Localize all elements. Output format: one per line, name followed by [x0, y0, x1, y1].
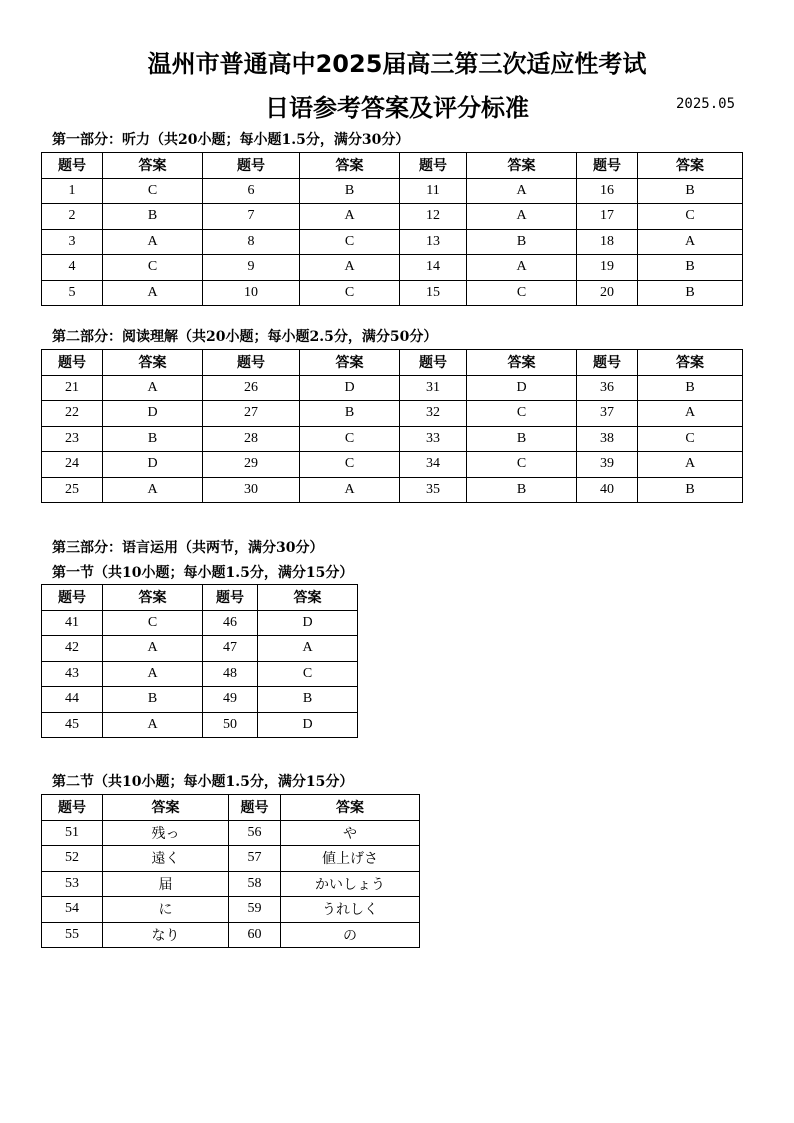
- question-number: 21: [42, 375, 103, 401]
- question-number: 17: [577, 204, 638, 230]
- question-number: 60: [229, 922, 281, 948]
- table-row: [42, 178, 743, 204]
- header-question-number: 题号: [203, 585, 258, 611]
- header-answer: 答案: [300, 350, 400, 376]
- header-answer: 答案: [467, 350, 577, 376]
- table-row: [42, 610, 358, 636]
- header-answer: 答案: [258, 585, 358, 611]
- header-answer: 答案: [103, 153, 203, 179]
- answer-cell: A: [258, 636, 358, 662]
- answer-cell: C: [638, 204, 743, 230]
- table-header-row: [42, 153, 743, 179]
- header-question-number: 题号: [577, 350, 638, 376]
- table-row: [42, 897, 420, 923]
- answer-cell: A: [300, 204, 400, 230]
- question-number: 4: [42, 255, 103, 281]
- answer-cell: C: [300, 229, 400, 255]
- question-number: 20: [577, 280, 638, 306]
- answer-cell: C: [467, 280, 577, 306]
- table-row: [42, 636, 358, 662]
- question-number: 49: [203, 687, 258, 713]
- answer-cell: D: [467, 375, 577, 401]
- question-number: 18: [577, 229, 638, 255]
- question-number: 54: [42, 897, 103, 923]
- question-number: 34: [400, 452, 467, 478]
- table-row: [42, 871, 420, 897]
- answer-cell: B: [638, 178, 743, 204]
- question-number: 32: [400, 401, 467, 427]
- answer-cell: B: [638, 375, 743, 401]
- answer-cell: B: [258, 687, 358, 713]
- answer-cell: A: [103, 661, 203, 687]
- answer-cell: B: [638, 477, 743, 503]
- question-number: 45: [42, 712, 103, 738]
- question-number: 39: [577, 452, 638, 478]
- answer-cell: 値上げさ: [281, 846, 420, 872]
- answer-cell: C: [258, 661, 358, 687]
- answer-cell: A: [638, 401, 743, 427]
- question-number: 50: [203, 712, 258, 738]
- answer-cell: A: [467, 204, 577, 230]
- question-number: 3: [42, 229, 103, 255]
- header-question-number: 题号: [203, 153, 300, 179]
- answer-cell: の: [281, 922, 420, 948]
- answer-cell: A: [300, 255, 400, 281]
- table-row: [42, 204, 743, 230]
- table-header-row: [42, 795, 420, 821]
- table-row: [42, 477, 743, 503]
- answer-cell: B: [467, 229, 577, 255]
- answer-cell: A: [467, 178, 577, 204]
- answer-cell: A: [103, 229, 203, 255]
- part3-section2-answer-table: [41, 794, 420, 948]
- question-number: 51: [42, 820, 103, 846]
- header-question-number: 题号: [42, 153, 103, 179]
- question-number: 35: [400, 477, 467, 503]
- question-number: 58: [229, 871, 281, 897]
- header-answer: 答案: [300, 153, 400, 179]
- answer-cell: や: [281, 820, 420, 846]
- answer-cell: C: [638, 426, 743, 452]
- question-number: 33: [400, 426, 467, 452]
- header-answer: 答案: [281, 795, 420, 821]
- question-number: 37: [577, 401, 638, 427]
- part3-heading: 第三部分：语言运用（共两节，满分30分）: [52, 540, 324, 556]
- header-question-number: 题号: [42, 350, 103, 376]
- question-number: 56: [229, 820, 281, 846]
- answer-cell: C: [103, 178, 203, 204]
- table-row: [42, 846, 420, 872]
- table-row: [42, 452, 743, 478]
- header-answer: 答案: [638, 153, 743, 179]
- answer-cell: A: [103, 712, 203, 738]
- question-number: 13: [400, 229, 467, 255]
- question-number: 55: [42, 922, 103, 948]
- answer-cell: A: [300, 477, 400, 503]
- part2-answer-table: [41, 349, 743, 503]
- answer-cell: C: [300, 452, 400, 478]
- question-number: 2: [42, 204, 103, 230]
- answer-cell: かいしょう: [281, 871, 420, 897]
- question-number: 7: [203, 204, 300, 230]
- table-header-row: [42, 350, 743, 376]
- table-row: [42, 661, 358, 687]
- header-question-number: 题号: [42, 795, 103, 821]
- question-number: 38: [577, 426, 638, 452]
- question-number: 26: [203, 375, 300, 401]
- question-number: 1: [42, 178, 103, 204]
- answer-cell: C: [300, 280, 400, 306]
- answer-cell: B: [300, 178, 400, 204]
- part1-heading: 第一部分：听力（共20小题；每小题1.5分，满分30分）: [52, 132, 410, 148]
- question-number: 44: [42, 687, 103, 713]
- question-number: 15: [400, 280, 467, 306]
- answer-cell: D: [103, 401, 203, 427]
- table-row: [42, 229, 743, 255]
- header-question-number: 题号: [42, 585, 103, 611]
- header-question-number: 题号: [203, 350, 300, 376]
- answer-cell: D: [103, 452, 203, 478]
- question-number: 8: [203, 229, 300, 255]
- question-number: 57: [229, 846, 281, 872]
- answer-cell: C: [103, 610, 203, 636]
- answer-cell: A: [103, 280, 203, 306]
- answer-cell: B: [103, 426, 203, 452]
- table-row: [42, 820, 420, 846]
- exam-date: 2025.05: [676, 96, 736, 112]
- answer-cell: 届: [103, 871, 229, 897]
- table-row: [42, 375, 743, 401]
- answer-cell: A: [103, 477, 203, 503]
- header-question-number: 题号: [577, 153, 638, 179]
- question-number: 16: [577, 178, 638, 204]
- answer-cell: C: [103, 255, 203, 281]
- answer-cell: A: [467, 255, 577, 281]
- header-question-number: 题号: [400, 350, 467, 376]
- question-number: 25: [42, 477, 103, 503]
- question-number: 53: [42, 871, 103, 897]
- header-answer: 答案: [638, 350, 743, 376]
- question-number: 47: [203, 636, 258, 662]
- question-number: 36: [577, 375, 638, 401]
- answer-cell: B: [638, 280, 743, 306]
- answer-cell: なり: [103, 922, 229, 948]
- answer-cell: A: [638, 452, 743, 478]
- header-answer: 答案: [103, 350, 203, 376]
- answer-cell: D: [258, 610, 358, 636]
- answer-cell: に: [103, 897, 229, 923]
- table-row: [42, 255, 743, 281]
- question-number: 52: [42, 846, 103, 872]
- answer-cell: D: [258, 712, 358, 738]
- question-number: 9: [203, 255, 300, 281]
- header-question-number: 题号: [400, 153, 467, 179]
- answer-cell: C: [467, 401, 577, 427]
- answer-cell: 残っ: [103, 820, 229, 846]
- question-number: 41: [42, 610, 103, 636]
- answer-cell: C: [300, 426, 400, 452]
- table-row: [42, 280, 743, 306]
- answer-cell: B: [467, 477, 577, 503]
- header-answer: 答案: [103, 795, 229, 821]
- question-number: 27: [203, 401, 300, 427]
- table-row: [42, 687, 358, 713]
- question-number: 12: [400, 204, 467, 230]
- answer-cell: 遠く: [103, 846, 229, 872]
- exam-subtitle: 日语参考答案及评分标准: [265, 94, 529, 122]
- table-row: [42, 401, 743, 427]
- table-row: [42, 712, 358, 738]
- part2-heading: 第二部分：阅读理解（共20小题；每小题2.5分，满分50分）: [52, 329, 438, 345]
- question-number: 28: [203, 426, 300, 452]
- answer-cell: B: [103, 687, 203, 713]
- answer-cell: B: [638, 255, 743, 281]
- table-header-row: [42, 585, 358, 611]
- question-number: 46: [203, 610, 258, 636]
- exam-title: 温州市普通高中2025届高三第三次适应性考试: [147, 50, 647, 78]
- answer-cell: うれしく: [281, 897, 420, 923]
- question-number: 23: [42, 426, 103, 452]
- answer-cell: A: [638, 229, 743, 255]
- part3-section2-heading: 第二节（共10小题；每小题1.5分，满分15分）: [52, 774, 354, 790]
- answer-cell: B: [300, 401, 400, 427]
- part3-section1-heading: 第一节（共10小题；每小题1.5分，满分15分）: [52, 565, 354, 581]
- question-number: 48: [203, 661, 258, 687]
- answer-cell: A: [103, 636, 203, 662]
- question-number: 29: [203, 452, 300, 478]
- part1-answer-table: [41, 152, 743, 306]
- table-row: [42, 426, 743, 452]
- part3-section1-answer-table: [41, 584, 358, 738]
- header-question-number: 题号: [229, 795, 281, 821]
- question-number: 59: [229, 897, 281, 923]
- question-number: 43: [42, 661, 103, 687]
- header-answer: 答案: [103, 585, 203, 611]
- question-number: 22: [42, 401, 103, 427]
- question-number: 10: [203, 280, 300, 306]
- question-number: 14: [400, 255, 467, 281]
- question-number: 31: [400, 375, 467, 401]
- question-number: 40: [577, 477, 638, 503]
- question-number: 42: [42, 636, 103, 662]
- question-number: 11: [400, 178, 467, 204]
- question-number: 30: [203, 477, 300, 503]
- question-number: 24: [42, 452, 103, 478]
- question-number: 6: [203, 178, 300, 204]
- answer-cell: B: [467, 426, 577, 452]
- answer-cell: D: [300, 375, 400, 401]
- header-answer: 答案: [467, 153, 577, 179]
- table-row: [42, 922, 420, 948]
- answer-cell: C: [467, 452, 577, 478]
- question-number: 5: [42, 280, 103, 306]
- answer-cell: B: [103, 204, 203, 230]
- answer-cell: A: [103, 375, 203, 401]
- question-number: 19: [577, 255, 638, 281]
